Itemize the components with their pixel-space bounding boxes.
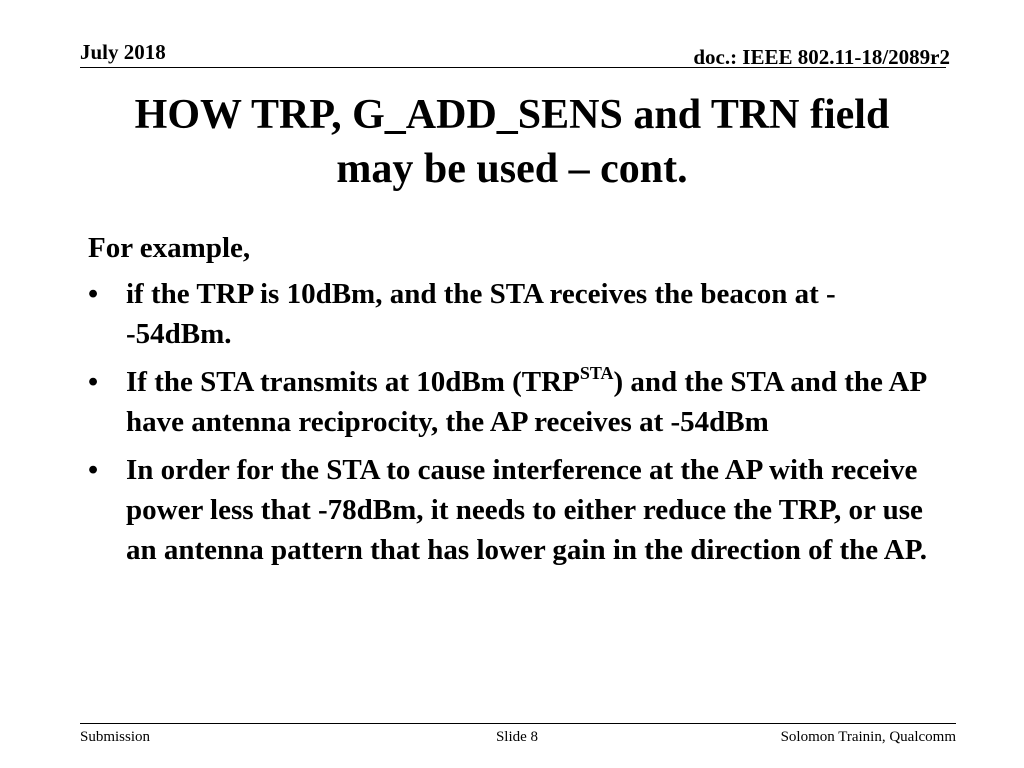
bullet-text: In order for the STA to cause interference at the AP with receive power less that -78dBm, it needs to either reduce the TRP, or use an antenna pattern that has lower gain in the direction of the AP. [126,454,928,566]
bullet-text: if the TRP is 10dBm, and the STA receives the beacon at - -54dBm. [126,278,836,350]
bullet-item-3 [88,450,938,570]
header-rule [80,67,946,68]
slide-title [60,88,964,196]
bullet-icon: • [88,278,99,310]
bullet-item-2 [88,362,938,442]
bullet-text-after: ) and the STA and the AP have antenna reciprocity, the AP receives at -54dBm [126,366,926,438]
footer-rule [80,723,956,724]
slide-title-line-2: may be used – cont. [336,146,688,192]
footer-submission: Submission [80,729,151,745]
body-intro: For example, [88,232,251,264]
bullet-icon: • [88,454,99,486]
header-date: July 2018 [80,40,166,64]
footer-author: Solomon Trainin, Qualcomm [780,729,956,745]
bullet-list [88,274,938,570]
bullet-item-1 [88,274,938,354]
footer-slide-number: Slide 8 [495,729,539,745]
bullet-superscript: STA [579,363,614,383]
bullet-icon: • [88,366,99,398]
header-doc-id: doc.: IEEE 802.11-18/2089r2 [693,45,950,69]
slide-body [88,228,938,578]
bullet-text-before: If the STA transmits at 10dBm (TRP [126,366,580,398]
slide-title-line-1: HOW TRP, G_ADD_SENS and TRN field [134,92,890,138]
